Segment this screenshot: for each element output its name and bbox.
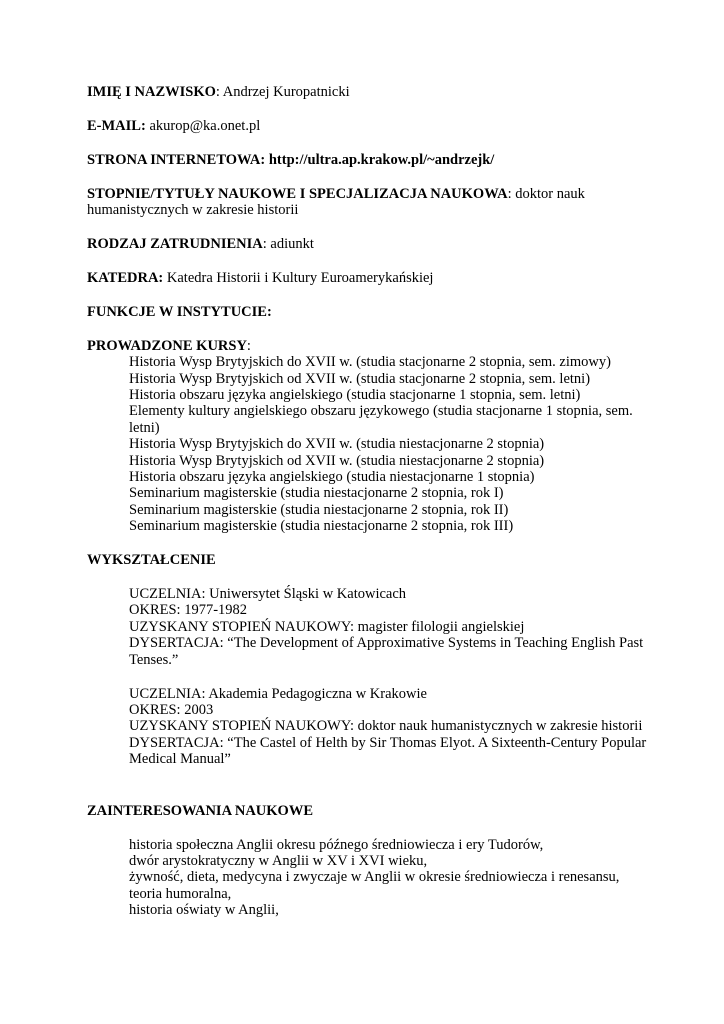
courses-label: PROWADZONE KURSY xyxy=(87,337,247,354)
courses-heading xyxy=(87,338,647,354)
education-entry xyxy=(87,686,647,768)
course-item: Seminarium magisterskie (studia niestacjonarne 2 stopnia, rok II) xyxy=(129,501,509,518)
interest-item: dwór arystokratyczny w Anglii w XV i XVI wieku, xyxy=(129,852,428,869)
name-field xyxy=(87,84,647,100)
course-item: Elementy kultury angielskiego obszaru językowego (studia stacjonarne 1 stopnia, sem. letni) xyxy=(129,403,633,436)
website-field xyxy=(87,152,647,168)
functions-heading: FUNKCJE W INSTYTUCIE: xyxy=(87,303,272,320)
course-item: Historia Wysp Brytyjskich od XVII w. (studia niestacjonarne 2 stopnia) xyxy=(129,452,545,469)
interest-item: historia oświaty w Anglii, xyxy=(129,902,279,919)
education-degree: UZYSKANY STOPIEŃ NAUKOWY: doktor nauk humanistycznych w zakresie historii xyxy=(129,718,643,735)
education-period: OKRES: 2003 xyxy=(129,701,214,718)
department-value: Katedra Historii i Kultury Euroamerykańskiej xyxy=(166,269,434,286)
courses-list xyxy=(87,354,647,534)
employment-field xyxy=(87,236,647,252)
employment-label: RODZAJ ZATRUDNIENIA xyxy=(87,236,263,253)
department-field xyxy=(87,270,647,286)
course-item: Historia Wysp Brytyjskich do XVII w. (studia stacjonarne 2 stopnia, sem. zimowy) xyxy=(129,354,611,371)
employment-value: adiunkt xyxy=(270,236,314,253)
website-label: STRONA INTERNETOWA: xyxy=(87,151,266,168)
email-field xyxy=(87,118,647,134)
name-value: Andrzej Kuropatnicki xyxy=(222,84,350,100)
education-university: UCZELNIA: Uniwersytet Śląski w Katowicach xyxy=(129,586,407,603)
email-value: akurop@ka.onet.pl xyxy=(149,117,261,134)
course-item: Historia obszaru języka angielskiego (studia niestacjonarne 1 stopnia) xyxy=(129,469,535,485)
course-item: Historia Wysp Brytyjskich od XVII w. (studia stacjonarne 2 stopnia, sem. letni) xyxy=(129,370,591,387)
education-dissertation: DYSERTACJA: “The Development of Approximative Systems in Teaching English Past Tenses.” xyxy=(129,635,644,668)
education-entry xyxy=(87,586,647,668)
course-item: Historia obszaru języka angielskiego (studia stacjonarne 1 stopnia, sem. letni) xyxy=(129,386,581,403)
education-dissertation: DYSERTACJA: “The Castel of Helth by Sir Thomas Elyot. A Sixteenth-Century Popular Medical Manual” xyxy=(129,734,647,768)
course-item: Seminarium magisterskie (studia niestacjonarne 2 stopnia, rok III) xyxy=(129,518,514,535)
employment-separator: : xyxy=(262,236,271,253)
interest-item: żywność, dieta, medycyna i zwyczaje w Anglii w okresie średniowiecza i renesansu, teoria humoralna, xyxy=(129,869,620,902)
interest-item: historia społeczna Anglii okresu późnego średniowiecza i ery Tudorów, xyxy=(129,836,544,853)
course-item: Seminarium magisterskie (studia niestacjonarne 2 stopnia, rok I) xyxy=(129,485,504,502)
degrees-separator: : xyxy=(507,185,516,202)
courses-colon: : xyxy=(246,337,251,354)
education-university: UCZELNIA: Akademia Pedagogiczna w Krakowie xyxy=(129,685,427,702)
course-item: Historia Wysp Brytyjskich do XVII w. (studia niestacjonarne 2 stopnia) xyxy=(129,436,545,453)
website-link[interactable]: http://ultra.ap.krakow.pl/~andrzejk/ xyxy=(268,151,495,168)
interests-list xyxy=(87,837,647,919)
email-label: E-MAIL: xyxy=(87,117,146,134)
education-degree: UZYSKANY STOPIEŃ NAUKOWY: magister filologii angielskiej xyxy=(129,618,525,635)
education-period: OKRES: 1977-1982 xyxy=(129,602,248,619)
department-label: KATEDRA: xyxy=(87,269,164,286)
degrees-label: STOPNIE/TYTUŁY NAUKOWE I SPECJALIZACJA NAUKOWA xyxy=(87,185,508,202)
interests-heading: ZAINTERESOWANIA NAUKOWE xyxy=(87,802,314,819)
degrees-field xyxy=(87,186,647,219)
name-separator: : xyxy=(215,84,223,100)
education-heading: WYKSZTAŁCENIE xyxy=(87,552,216,569)
degrees-value: doktor nauk humanistycznych w zakresie historii xyxy=(87,185,585,219)
name-label: IMIĘ I NAZWISKO xyxy=(87,84,216,100)
cv-document xyxy=(87,84,647,919)
